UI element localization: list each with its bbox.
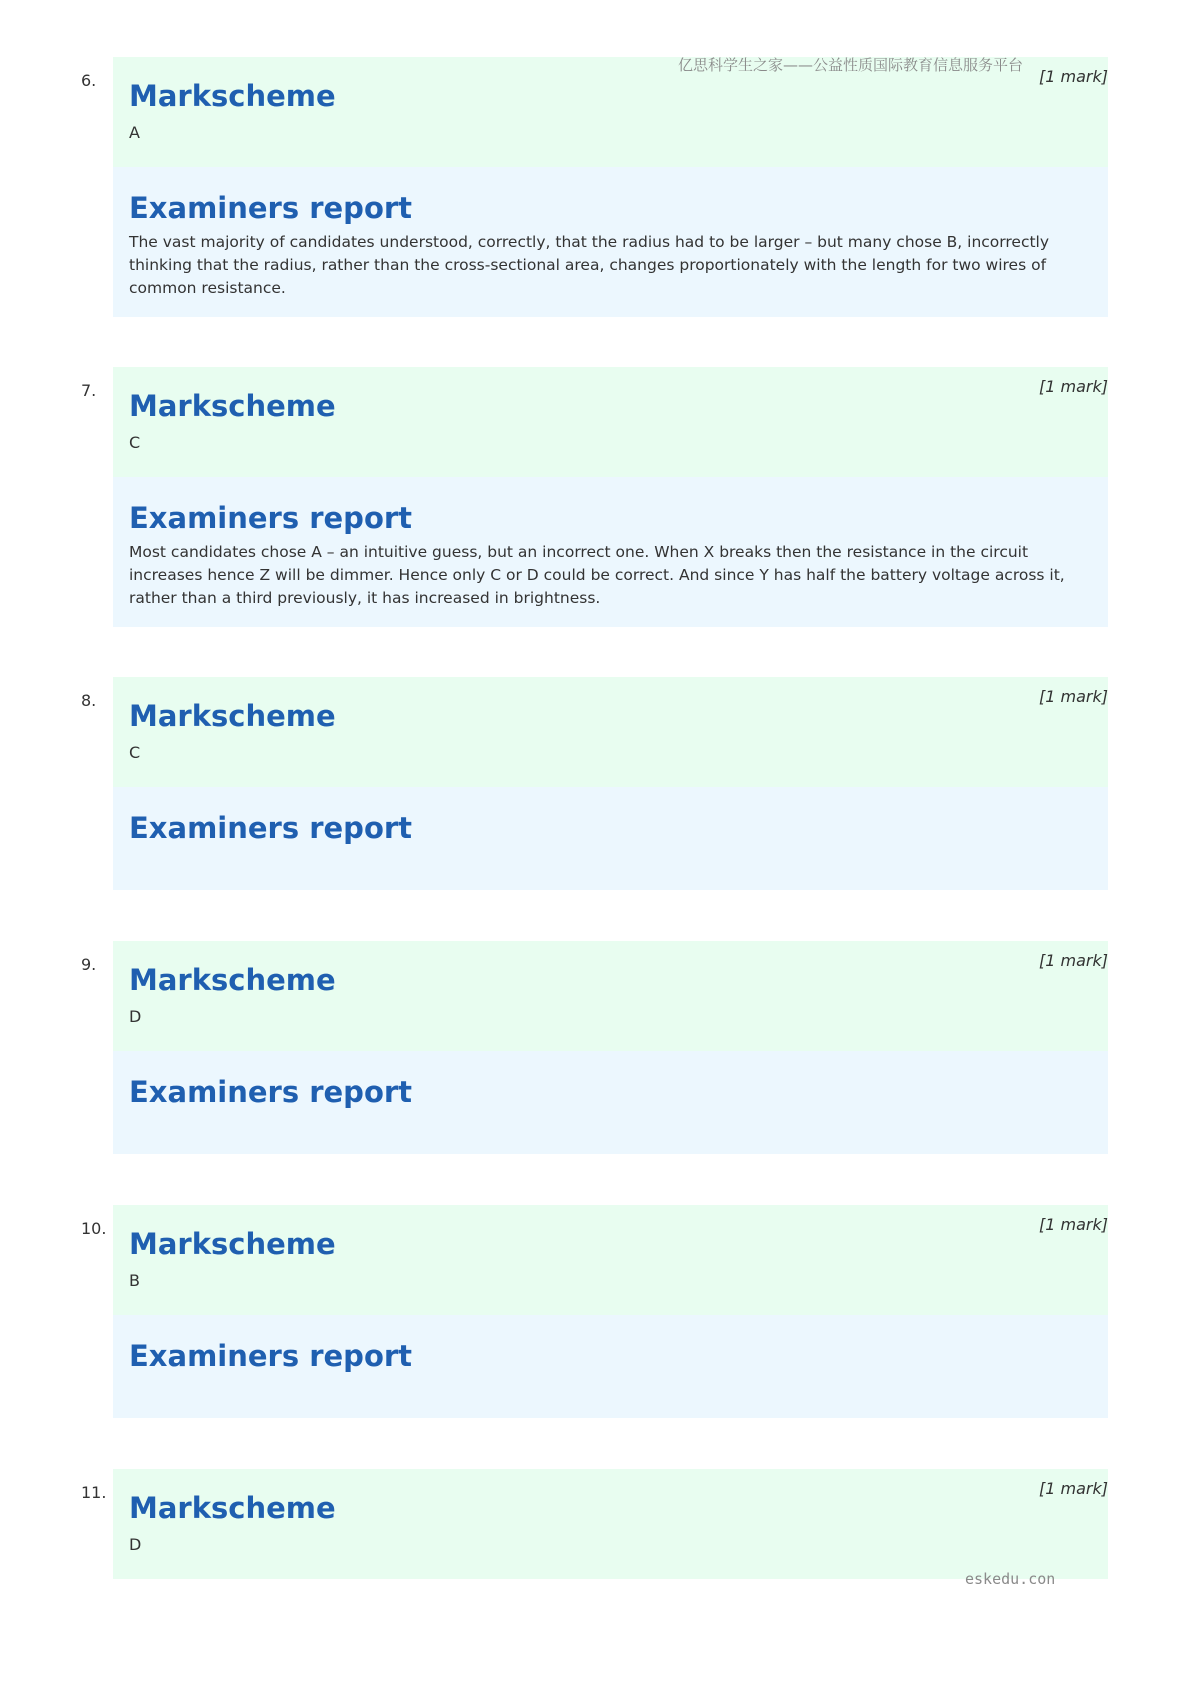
question-number: 8. <box>81 691 97 710</box>
examiners-report-text: The vast majority of candidates understood, correctly, that the radius had to be larger – but many chose B, incorrectly thinking that the radius, rather than the cross-sectional area, changes proportionately with the length for two wires of common resistance. <box>129 233 1050 297</box>
examiners-report-box <box>113 1315 1108 1418</box>
mark-value: [1 mark] <box>1039 1479 1108 1498</box>
question-number: 7. <box>81 381 97 400</box>
examiners-report-heading: Examiners report <box>129 1339 413 1373</box>
examiners-report-heading: Examiners report <box>129 1075 413 1109</box>
markscheme-box <box>113 1205 1108 1315</box>
markscheme-box <box>113 367 1108 477</box>
examiners-report-box <box>113 787 1108 890</box>
examiners-report-box <box>113 477 1108 627</box>
markscheme-answer: B <box>129 1271 140 1290</box>
question-number: 9. <box>81 955 97 974</box>
examiners-report-box <box>113 167 1108 317</box>
watermark-top: 亿思科学生之家——公益性质国际教育信息服务平台 <box>678 56 1024 74</box>
question-number: 11. <box>81 1483 107 1502</box>
markscheme-heading: Markscheme <box>129 963 336 997</box>
mark-value: [1 mark] <box>1039 951 1108 970</box>
mark-value: [1 mark] <box>1039 377 1108 396</box>
markscheme-heading: Markscheme <box>129 699 336 733</box>
watermark-bottom: eskedu.con <box>965 1570 1056 1588</box>
markscheme-box <box>113 1469 1108 1579</box>
markscheme-answer: A <box>129 123 140 142</box>
markscheme-box <box>113 941 1108 1051</box>
mark-value: [1 mark] <box>1039 67 1108 86</box>
examiners-report-box <box>113 1051 1108 1154</box>
examiners-report-heading: Examiners report <box>129 501 413 535</box>
markscheme-answer: C <box>129 433 141 452</box>
question-number: 10. <box>81 1219 107 1238</box>
question-number: 6. <box>81 71 97 90</box>
markscheme-answer: D <box>129 1535 142 1554</box>
markscheme-answer: C <box>129 743 141 762</box>
markscheme-heading: Markscheme <box>129 79 336 113</box>
markscheme-answer: D <box>129 1007 142 1026</box>
examiners-report-text: Most candidates chose A – an intuitive guess, but an incorrect one. When X breaks then the resistance in the circuit increases hence Z will be dimmer. Hence only C or D could be correct. And since Y has half the battery voltage across it, rather than a third previously, it has increased in brightness. <box>129 543 1065 607</box>
markscheme-heading: Markscheme <box>129 1227 336 1261</box>
markscheme-heading: Markscheme <box>129 1491 336 1525</box>
markscheme-heading: Markscheme <box>129 389 336 423</box>
markscheme-box <box>113 677 1108 787</box>
examiners-report-heading: Examiners report <box>129 191 413 225</box>
examiners-report-heading: Examiners report <box>129 811 413 845</box>
mark-value: [1 mark] <box>1039 687 1108 706</box>
mark-value: [1 mark] <box>1039 1215 1108 1234</box>
